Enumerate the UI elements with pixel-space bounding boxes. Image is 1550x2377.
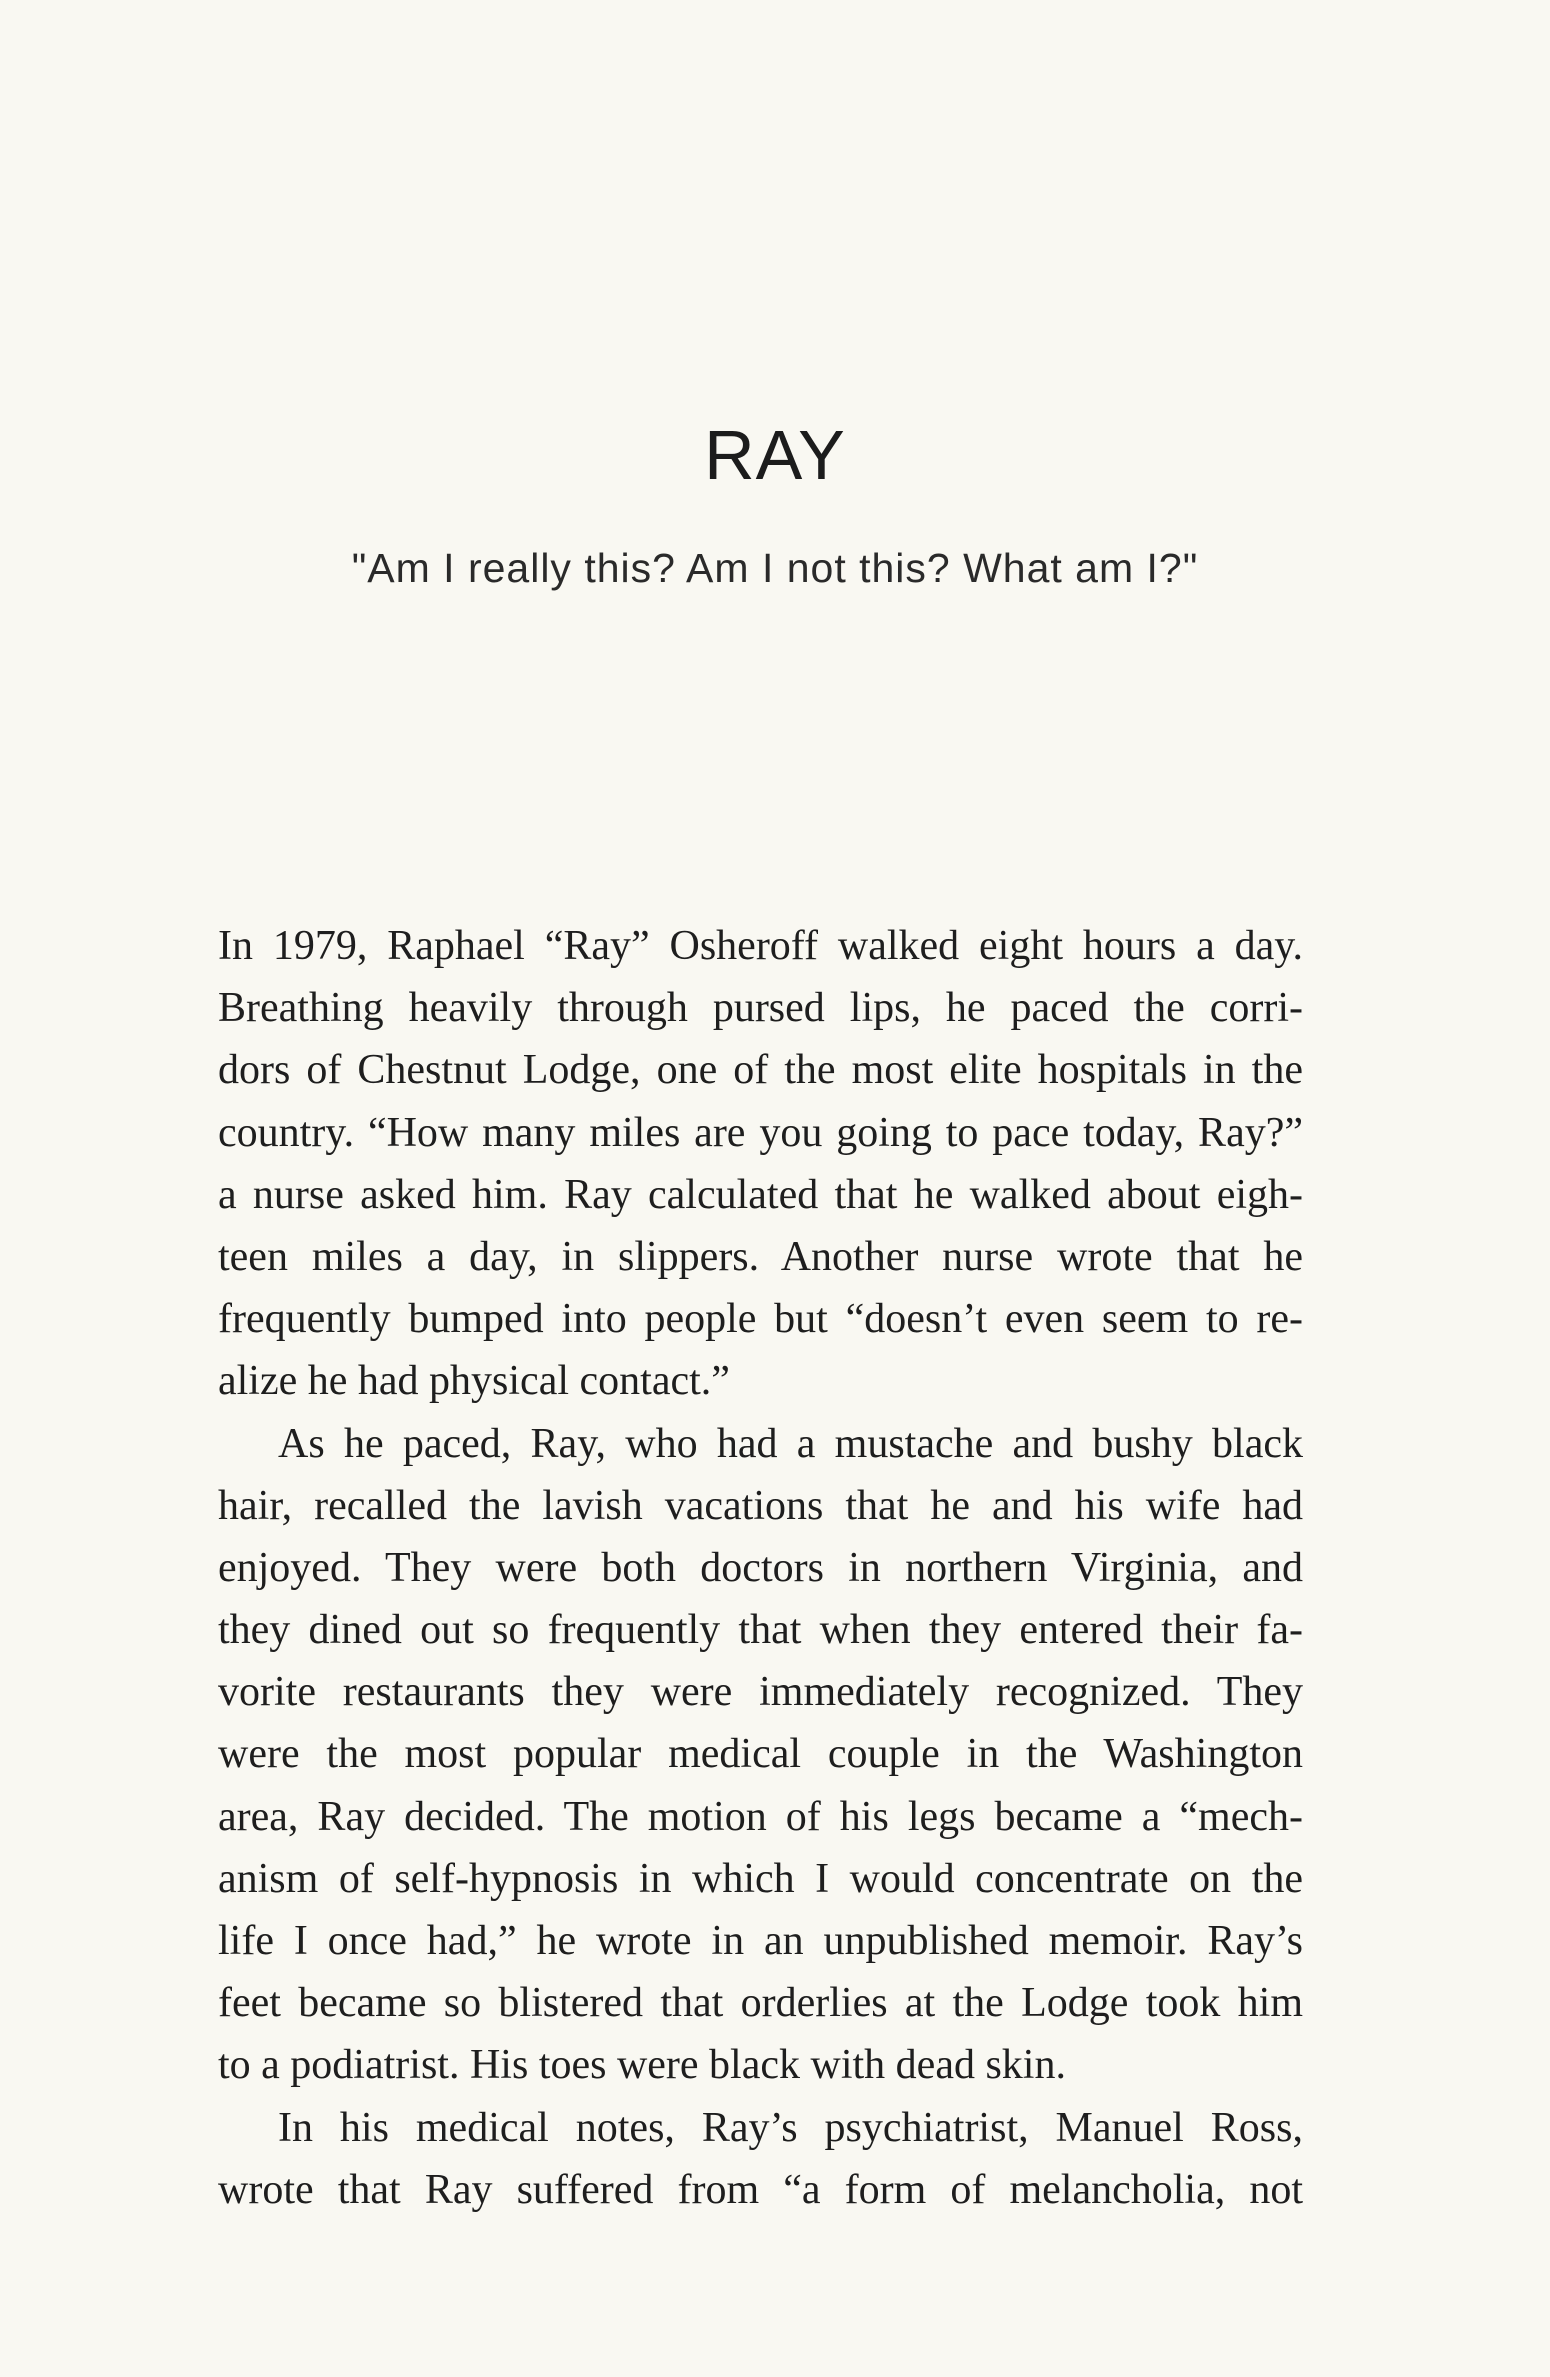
text-line: to a podiatrist. His toes were black with dead skin.: [218, 2042, 1066, 2089]
text-line: life I once had,” he wrote in an unpublished memoir. Ray’s: [218, 1918, 1303, 1964]
text-line: As he paced, Ray, who had a mustache and bushy black: [278, 1420, 1303, 1467]
text-line: anism of self-hypnosis in which I would concentrate on the: [218, 1855, 1303, 1902]
text-line: teen miles a day, in slippers. Another nurse wrote that he: [218, 1233, 1303, 1280]
text-line: they dined out so frequently that when they entered their fa-: [218, 1607, 1303, 1654]
text-line: frequently bumped into people but “doesn’t even seem to re-: [218, 1296, 1303, 1343]
text-line: a nurse asked him. Ray calculated that he walked about eigh-: [218, 1171, 1303, 1218]
text-line: alize he had physical contact.”: [218, 1358, 730, 1405]
text-line: wrote that Ray suffered from “a form of melancholia, not: [218, 2166, 1303, 2213]
text-line: country. “How many miles are you going to pace today, Ray?”: [218, 1109, 1303, 1156]
text-line: dors of Chestnut Lodge, one of the most elite hospitals in the: [218, 1047, 1303, 1094]
text-line: area, Ray decided. The motion of his legs became a “mech-: [218, 1793, 1303, 1840]
chapter-title: RAY: [704, 416, 846, 494]
body-text: [218, 915, 1303, 2221]
text-line: Breathing heavily through pursed lips, he paced the corri-: [218, 985, 1303, 1032]
text-line: In 1979, Raphael “Ray” Osheroff walked eight hours a day.: [218, 923, 1303, 969]
text-line: enjoyed. They were both doctors in northern Virginia, and: [218, 1544, 1303, 1591]
text-line: hair, recalled the lavish vacations that he and his wife had: [218, 1482, 1303, 1529]
text-line: were the most popular medical couple in the Washington: [218, 1731, 1303, 1778]
chapter-epigraph: "Am I really this? Am I not this? What am I?": [351, 545, 1199, 591]
text-line: In his medical notes, Ray’s psychiatrist, Manuel Ross,: [278, 2104, 1303, 2151]
text-line: vorite restaurants they were immediately recognized. They: [218, 1669, 1303, 1716]
text-line: feet became so blistered that orderlies at the Lodge took him: [218, 1980, 1303, 2027]
